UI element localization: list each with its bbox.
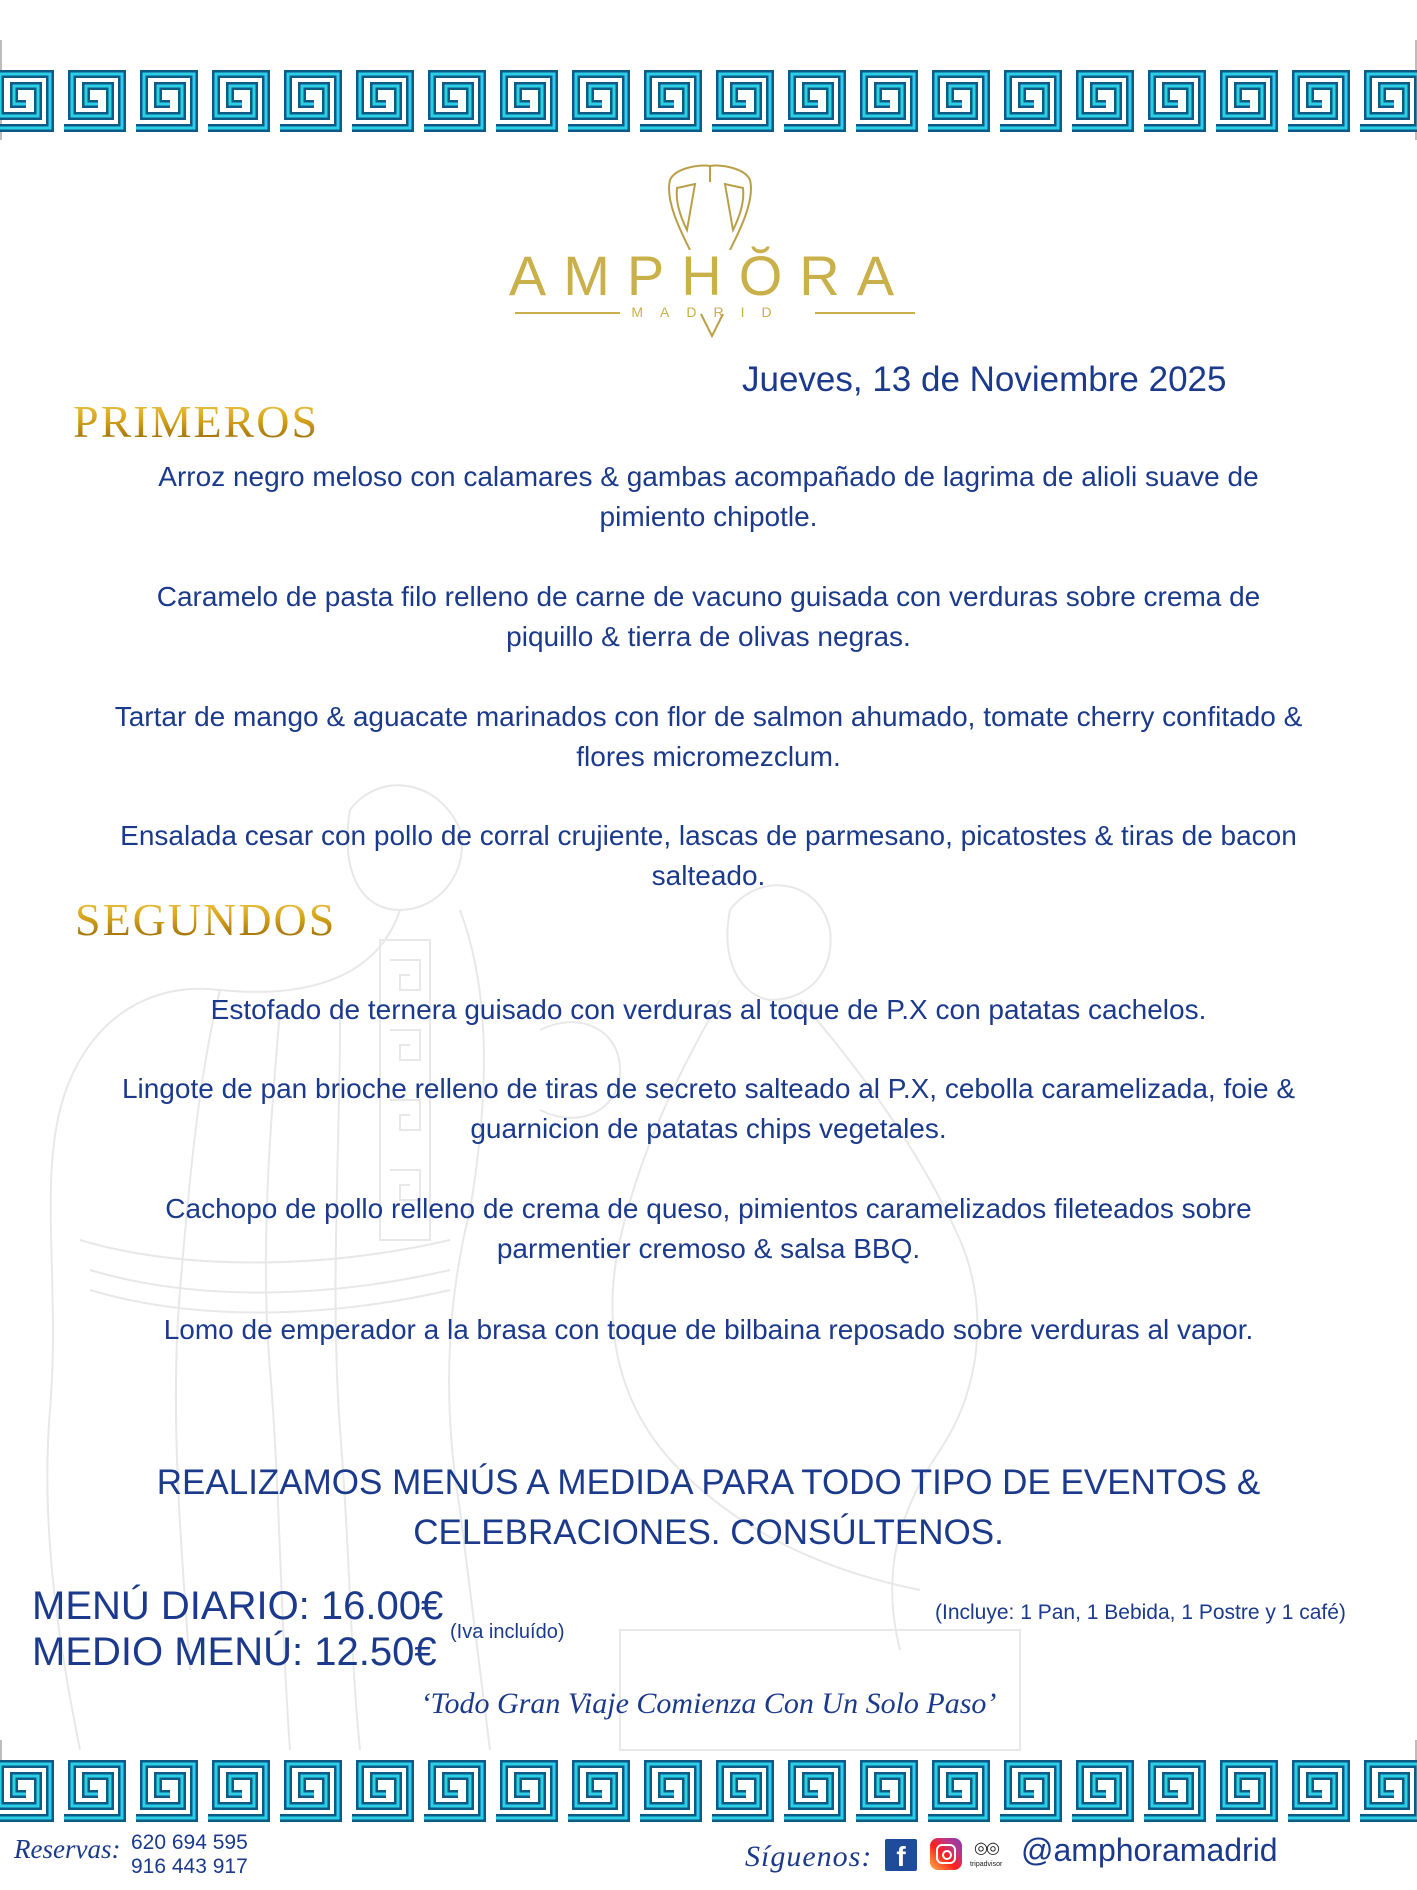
phone-number[interactable]: 620 694 595 — [131, 1831, 248, 1854]
events-callout — [100, 1458, 1317, 1558]
facebook-icon[interactable] — [885, 1839, 917, 1871]
dish-item — [30, 457, 1387, 537]
dish-line: Caramelo de pasta filo relleno de carne de vacuno guisada con verduras sobre crema de — [156, 581, 1261, 612]
section-title-segundos: SEGUNDOS — [75, 894, 337, 945]
siguenos-label: Síguenos: — [745, 1840, 873, 1873]
dish-item — [30, 1189, 1387, 1269]
logo-divider — [815, 312, 915, 314]
dish-line: Lingote de pan brioche relleno de tiras de secreto salteado al P.X, cebolla caramelizada, foie & — [121, 1073, 1296, 1104]
instagram-icon[interactable] — [930, 1838, 962, 1870]
phone-number[interactable]: 916 443 917 — [131, 1855, 248, 1878]
dish-line: piquillo & tierra de olivas negras. — [506, 621, 911, 652]
brand-subtitle: MADRID — [631, 304, 789, 320]
dish-line: Tartar de mango & aguacate marinados con flor de salmon ahumado, tomate cherry confitado & — [114, 701, 1303, 732]
dish-item — [30, 990, 1387, 1030]
reservas-label: Reservas: — [14, 1834, 121, 1864]
dish-item — [30, 1069, 1387, 1149]
tripadvisor-icon[interactable] — [970, 1838, 1006, 1874]
amphora-vase-icon — [505, 160, 915, 250]
iva-note: (Iva incluído) — [450, 1621, 565, 1643]
motto-quote: ‘Todo Gran Viaje Comienza Con Un Solo Paso’ — [420, 1687, 997, 1720]
social-handle[interactable]: @amphoramadrid — [1021, 1832, 1278, 1868]
dish-line: salteado. — [651, 860, 766, 891]
amphora-logo — [505, 160, 915, 340]
facebook-glyph: f — [896, 1841, 906, 1872]
dish-line: guarnicion de patatas chips vegetales. — [470, 1113, 947, 1144]
dish-line: flores micromezclum. — [576, 741, 841, 772]
medio-menu-price: MEDIO MENÚ: 12.50€ — [32, 1630, 437, 1674]
greek-key-border-bottom — [0, 1758, 1417, 1824]
menu-date: Jueves, 13 de Noviembre 2025 — [742, 360, 1227, 399]
tripadvisor-owl-eyes: ◎◎ — [974, 1840, 998, 1857]
logo-chevron-icon — [697, 312, 727, 338]
dish-item — [30, 577, 1387, 657]
includes-note: (Incluye: 1 Pan, 1 Bebida, 1 Postre y 1 café) — [935, 1601, 1346, 1624]
tripadvisor-wordmark: tripadvisor — [970, 1861, 1003, 1868]
dish-line: pimiento chipotle. — [599, 501, 818, 532]
callout-line: REALIZAMOS MENÚS A MEDIDA PARA TODO TIPO DE EVENTOS & — [156, 1463, 1261, 1502]
section-title-primeros: PRIMEROS — [73, 396, 320, 447]
dish-item — [30, 816, 1387, 896]
dish-line: Lomo de emperador a la brasa con toque de bilbaina reposado sobre verduras al vapor. — [163, 1314, 1254, 1345]
dish-line: Cachopo de pollo relleno de crema de queso, pimientos caramelizados fileteados sobre — [165, 1193, 1252, 1224]
brand-name: AMPHŎRA — [508, 244, 912, 307]
dish-item — [30, 1310, 1387, 1350]
dish-line: Ensalada cesar con pollo de corral crujiente, lascas de parmesano, picatostes & tiras de bacon — [120, 820, 1297, 851]
dish-line: parmentier cremoso & salsa BBQ. — [496, 1233, 921, 1264]
menu-diario-price: MENÚ DIARIO: 16.00€ — [32, 1584, 444, 1628]
dish-item — [30, 697, 1387, 777]
dish-line: Estofado de ternera guisado con verduras al toque de P.X con patatas cachelos. — [210, 994, 1207, 1025]
dish-line: Arroz negro meloso con calamares & gambas acompañado de lagrima de alioli suave de — [158, 461, 1259, 492]
greek-key-border-top — [0, 68, 1417, 134]
callout-line: CELEBRACIONES. CONSÚLTENOS. — [413, 1513, 1004, 1552]
